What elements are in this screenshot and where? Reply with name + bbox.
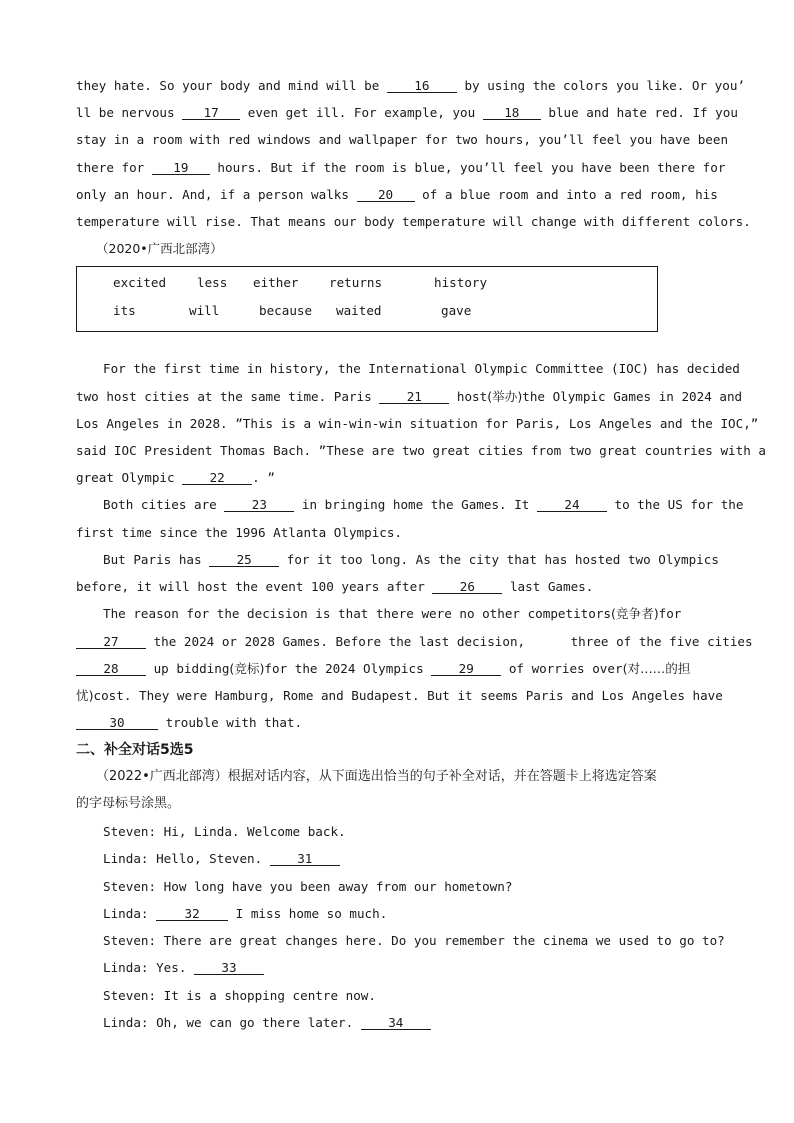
dialogue-line: Steven: How long have you been away from our hometown? [103,879,513,894]
passage-line [103,606,681,622]
text: by using the colors you like. Or you’ [456,78,745,93]
passage-line: temperature will rise. That means our body temperature will change with different colors. [76,214,751,229]
blank-31: 31 [270,852,340,866]
text: for it too long. As the city that has hosted two Olympics [279,552,719,567]
word-bank [76,266,658,332]
passage-line [103,497,743,513]
blank-29: 29 [431,662,501,676]
text: of a blue room and into a red room, his [414,187,718,202]
text: for [658,606,682,621]
passage-line [76,688,723,704]
blank-18: 18 [483,106,541,120]
text: before, it will host the event 100 years after [76,579,433,594]
passage-line [76,389,742,405]
word-bank-item: excited [113,275,167,290]
section-heading: 二、补全对话5选5 [76,742,194,758]
blank-24: 24 [537,498,607,512]
blank-28: 28 [76,662,146,676]
blank-23: 23 [224,498,294,512]
word-bank-item: history [434,275,488,290]
text: I miss home so much. [228,906,388,921]
text: blue and hate red. If you [540,105,738,120]
passage-line: For the first time in history, the International Olympic Committee (IOC) has decided [103,361,740,376]
word-bank-item: either [253,275,299,290]
blank-20: 20 [357,188,415,202]
text: there for [76,160,152,175]
word-bank-item: its [113,303,136,318]
text: ll be nervous [76,105,183,120]
text: Linda: Yes. [103,960,194,975]
chinese-gloss: 忧) [76,688,94,703]
text: for the 2024 Olympics [264,661,432,676]
word-bank-item: returns [329,275,383,290]
passage-line: stay in a room with red windows and wallpaper for two hours, you’ll feel you have been [76,132,729,147]
blank-16: 16 [387,79,457,93]
dialogue-line: Steven: There are great changes here. Do you remember the cinema we used to go to? [103,933,725,948]
passage-line [76,579,593,595]
passage-line: Los Angeles in 2028. ”This is a win-win-win situation for Paris, Los Angeles and the IOC,” [76,416,759,431]
word-bank-item: gave [441,303,472,318]
dialogue-line [103,906,387,922]
chinese-gloss: (竞争者) [611,606,659,621]
word-bank-item: because [259,303,313,318]
text: Linda: [103,906,157,921]
text: two host cities at the same time. Paris [76,389,380,404]
dialogue-line: Steven: Hi, Linda. Welcome back. [103,824,346,839]
passage-line: first time since the 1996 Atlanta Olympics. [76,525,403,540]
text: The reason for the decision is that there were no other competitors [103,606,611,621]
section-instructions: （2022•广西北部湾）根据对话内容，从下面选出恰当的句子补全对话，并在答题卡上将选定答案 [96,769,657,784]
passage-line [103,552,719,568]
source-label: （2020•广西北部湾） [96,241,223,256]
text: they hate. So your body and mind will be [76,78,387,93]
text: of worries over [501,661,623,676]
blank-32: 32 [156,907,228,921]
text: hours. But if the room is blue, you’ll feel you have been there for [209,160,726,175]
blank-19: 19 [152,161,210,175]
dialogue-line: Steven: It is a shopping centre now. [103,988,376,1003]
passage-line [76,661,690,677]
word-bank-item: will [189,303,220,318]
text: last Games. [502,579,594,594]
word-bank-item: less [197,275,228,290]
chinese-gloss: (举办) [487,389,523,404]
blank-17: 17 [182,106,240,120]
text: even get ill. For example, you [240,105,483,120]
blank-27: 27 [76,635,146,649]
dialogue-line [103,1015,431,1031]
chinese-gloss: (对……的担 [622,661,691,676]
passage-line [76,470,275,486]
text: . ” [252,470,275,485]
blank-22: 22 [182,471,252,485]
blank-33: 33 [194,961,264,975]
text: up bidding [146,661,230,676]
text: the Olympic Games in 2024 and [522,389,743,404]
section-instructions: 的字母标号涂黑。 [76,796,181,811]
text: host [449,389,488,404]
passage-line [76,187,718,203]
passage-line [76,715,302,731]
blank-21: 21 [379,390,449,404]
chinese-gloss: (竞标) [229,661,265,676]
blank-30: 30 [76,716,158,730]
passage-line [76,105,738,121]
blank-26: 26 [432,580,502,594]
text: in bringing home the Games. It [294,497,537,512]
dialogue-line [103,851,340,867]
passage-line [76,160,725,176]
text: Linda: Oh, we can go there later. [103,1015,361,1030]
text: great Olympic [76,470,183,485]
word-bank-item: waited [336,303,382,318]
passage-line [76,634,753,650]
text: trouble with that. [158,715,303,730]
blank-25: 25 [209,553,279,567]
text: to the US for the [606,497,744,512]
passage-line [76,78,745,94]
dialogue-line [103,960,264,976]
text: But Paris has [103,552,210,567]
blank-34: 34 [361,1016,431,1030]
text: cost. They were Hamburg, Rome and Budapest. But it seems Paris and Los Angeles have [93,688,723,703]
text: Linda: Hello, Steven. [103,851,270,866]
text: Both cities are [103,497,225,512]
text: the 2024 or 2028 Games. Before the last decision, three of the five cities [146,634,753,649]
passage-line: said IOC President Thomas Bach. ”These are two great cities from two great countries with a [76,443,766,458]
text: only an hour. And, if a person walks [76,187,357,202]
